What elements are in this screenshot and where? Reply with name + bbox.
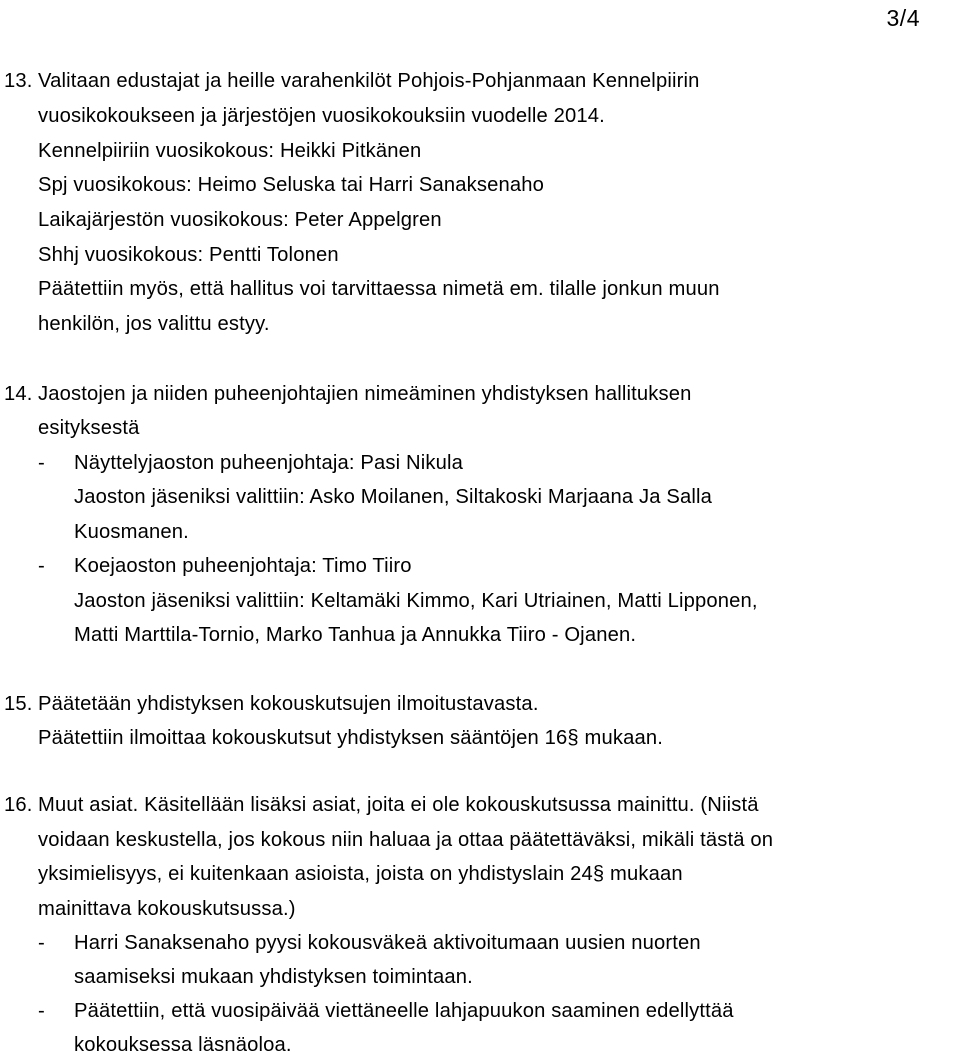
section-text: Jaostojen ja niiden puheenjohtajien nimeäminen yhdistyksen hallituksen — [38, 383, 692, 405]
bullet-dash: - — [38, 1000, 45, 1022]
section-text: esityksestä — [38, 417, 140, 439]
section-text: Laikajärjestön vuosikokous: Peter Appelgren — [38, 209, 442, 231]
section-text: Spj vuosikokous: Heimo Seluska tai Harri Sanaksenaho — [38, 174, 545, 196]
bullet-text: saamiseksi mukaan yhdistyksen toimintaan. — [74, 966, 473, 988]
section-text: Valitaan edustajat ja heille varahenkilöt Pohjois-Pohjanmaan Kennelpiirin — [38, 70, 700, 92]
section-text: Päätettiin myös, että hallitus voi tarvittaessa nimetä em. tilalle jonkun muun — [38, 278, 720, 300]
bullet-text: Näyttelyjaoston puheenjohtaja: Pasi Nikula — [74, 452, 463, 474]
bullet-text: Jaoston jäseniksi valittiin: Keltamäki Kimmo, Kari Utriainen, Matti Lipponen, — [74, 590, 758, 612]
section-text: yksimielisyys, ei kuitenkaan asioista, joista on yhdistyslain 24§ mukaan — [38, 863, 683, 885]
section-text: Muut asiat. Käsitellään lisäksi asiat, joita ei ole kokouskutsussa mainittu. (Niistä — [38, 794, 759, 816]
bullet-text: Päätettiin, että vuosipäivää viettäneelle lahjapuukon saaminen edellyttää — [74, 1000, 734, 1022]
bullet-text: Harri Sanaksenaho pyysi kokousväkeä aktivoitumaan uusien nuorten — [74, 932, 701, 954]
section-text: mainittava kokouskutsussa.) — [38, 898, 296, 920]
section-text: Kennelpiiriin vuosikokous: Heikki Pitkänen — [38, 140, 422, 162]
section-text: voidaan keskustella, jos kokous niin haluaa ja ottaa päätettäväksi, mikäli tästä on — [38, 829, 774, 851]
bullet-text: kokouksessa läsnäoloa. — [74, 1034, 292, 1056]
section-text: Shhj vuosikokous: Pentti Tolonen — [38, 244, 339, 266]
section-text: Päätettiin ilmoittaa kokouskutsut yhdistyksen sääntöjen 16§ mukaan. — [38, 727, 663, 749]
bullet-dash: - — [38, 932, 45, 954]
section-number: 14. — [4, 383, 33, 405]
page-number: 3/4 — [886, 5, 920, 31]
section-text: vuosikokoukseen ja järjestöjen vuosikokouksiin vuodelle 2014. — [38, 105, 605, 127]
bullet-text: Kuosmanen. — [74, 521, 189, 543]
section-number: 16. — [4, 794, 33, 816]
bullet-dash: - — [38, 555, 45, 577]
section-text: Päätetään yhdistyksen kokouskutsujen ilmoitustavasta. — [38, 693, 539, 715]
bullet-text: Matti Marttila-Tornio, Marko Tanhua ja Annukka Tiiro - Ojanen. — [74, 624, 637, 646]
bullet-text: Koejaoston puheenjohtaja: Timo Tiiro — [74, 555, 412, 577]
section-number: 13. — [4, 70, 33, 92]
bullet-text: Jaoston jäseniksi valittiin: Asko Moilanen, Siltakoski Marjaana Ja Salla — [74, 486, 713, 508]
section-number: 15. — [4, 693, 33, 715]
bullet-dash: - — [38, 452, 45, 474]
section-text: henkilön, jos valittu estyy. — [38, 313, 270, 335]
